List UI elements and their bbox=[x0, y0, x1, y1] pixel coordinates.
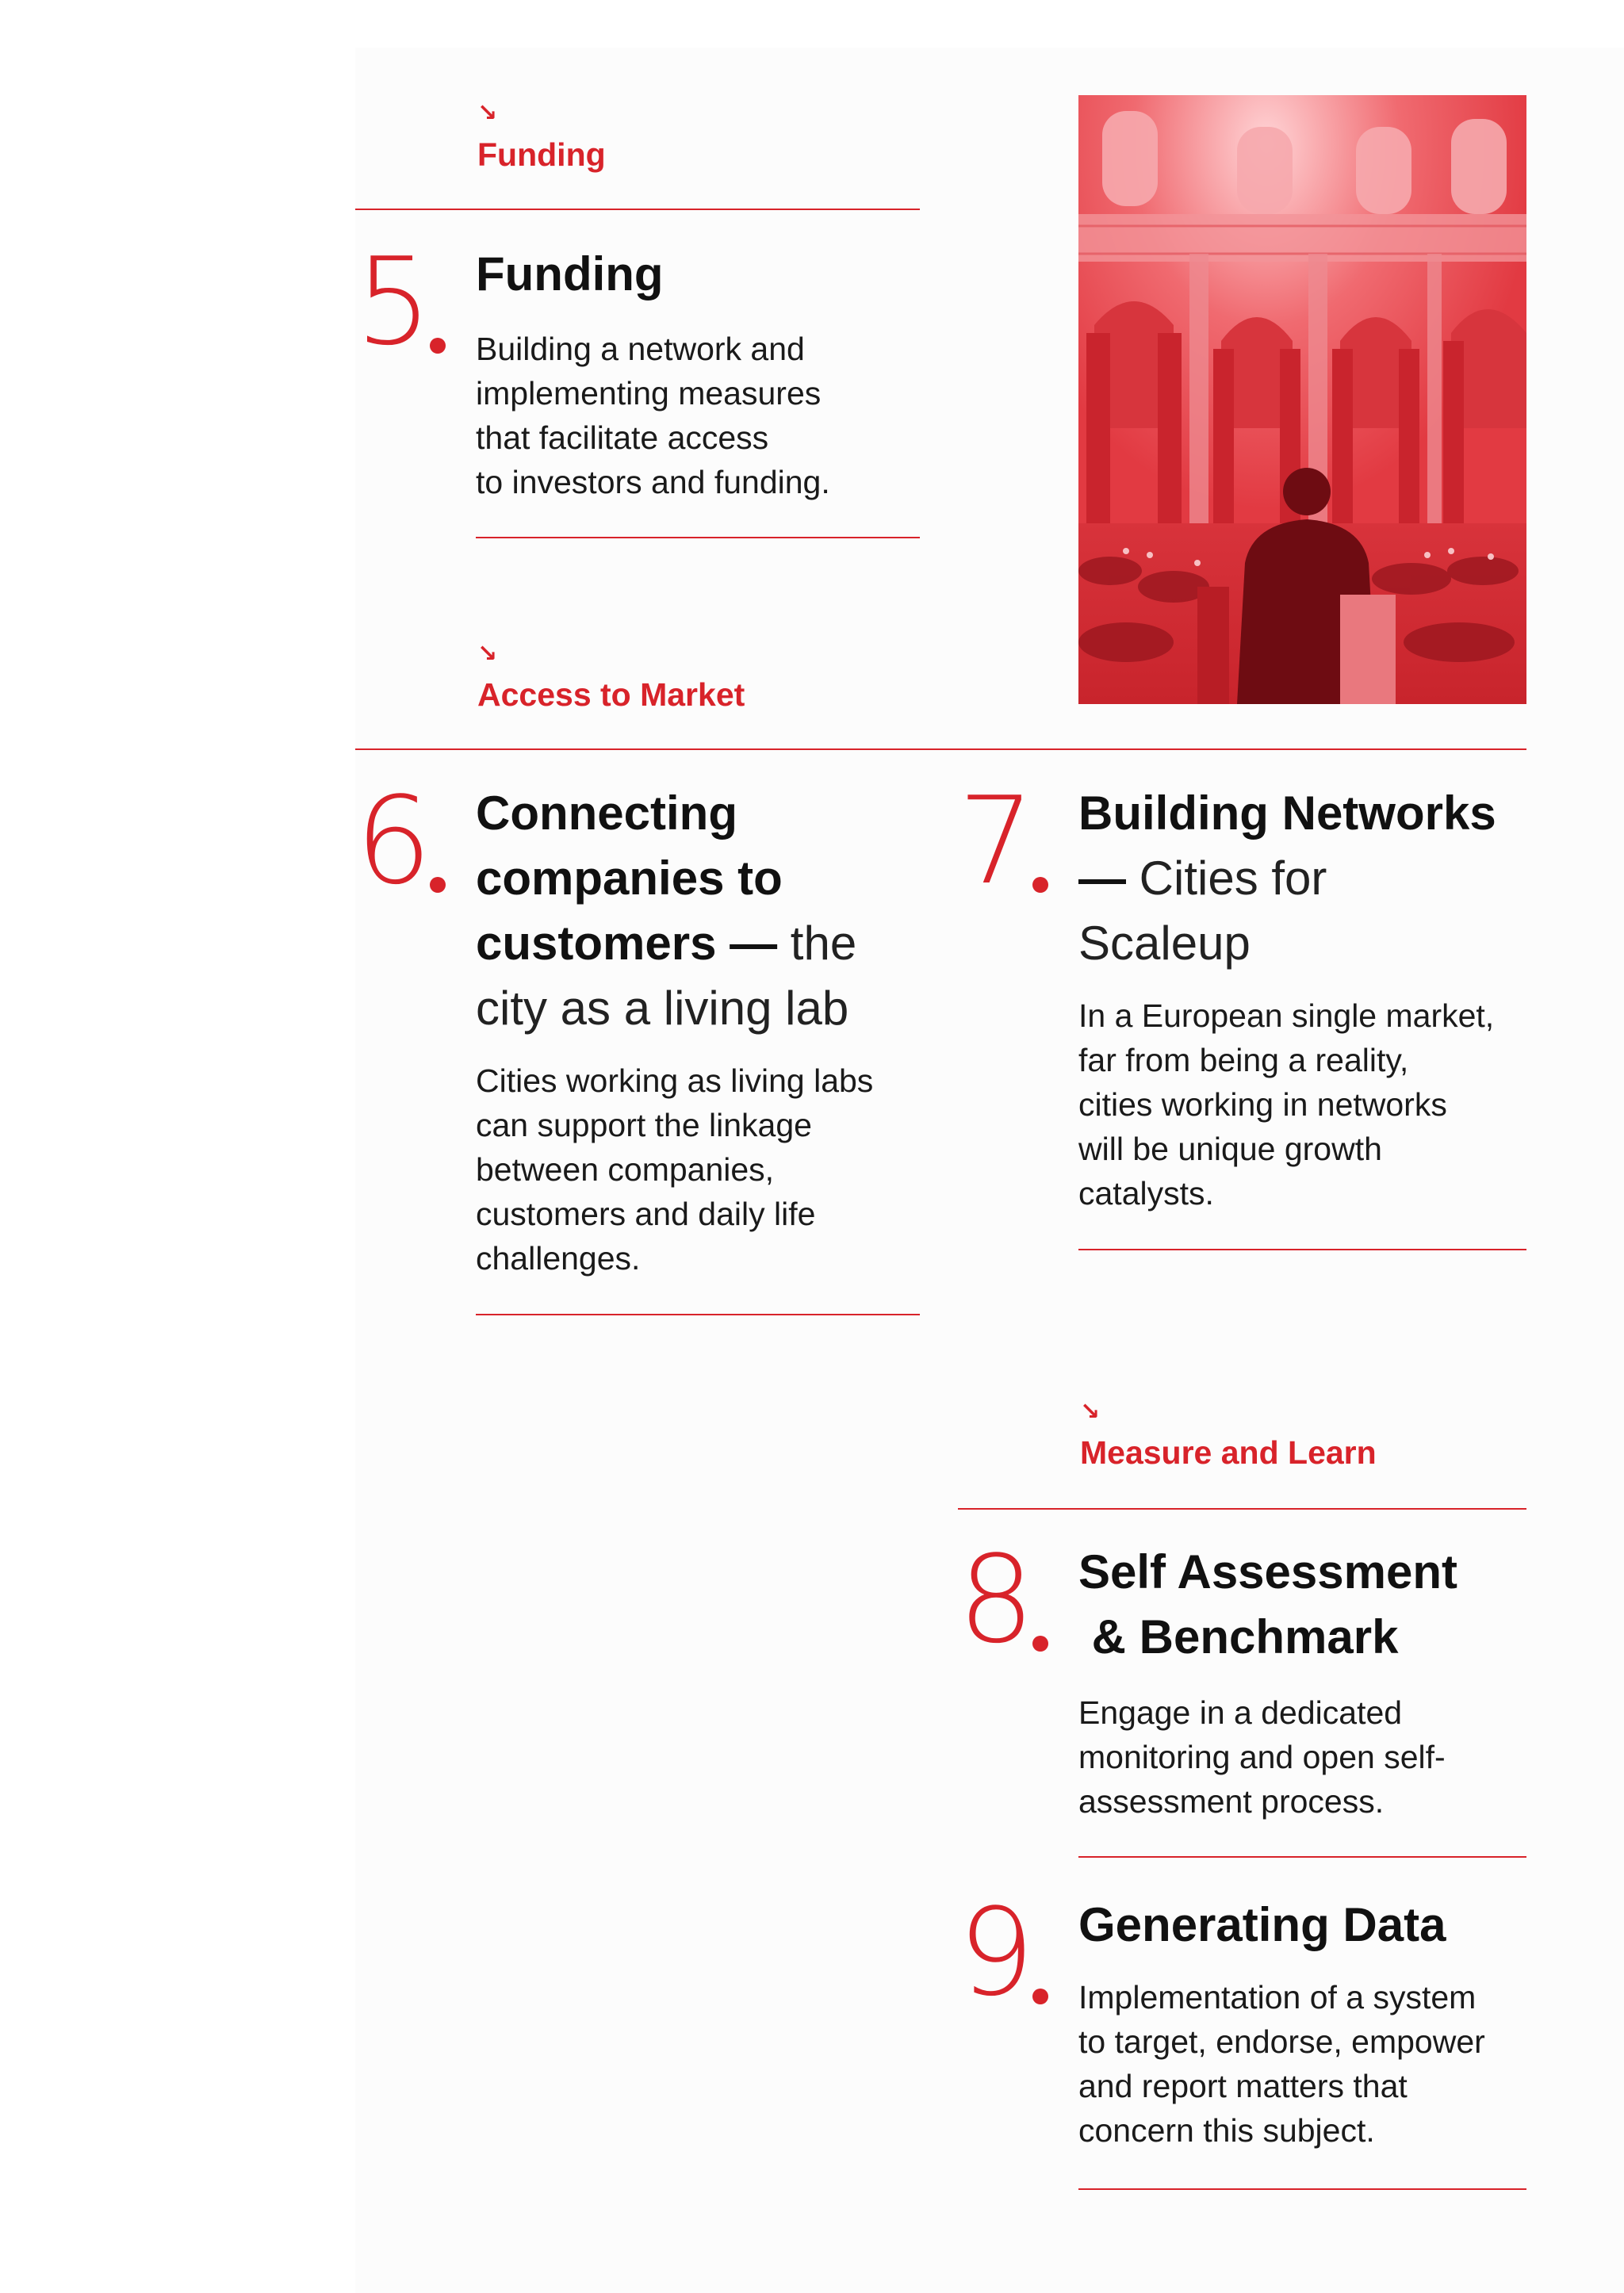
divider bbox=[476, 537, 920, 538]
title-bold: Connecting bbox=[476, 787, 737, 840]
arrow-down-right-icon: ↘ bbox=[1080, 1399, 1101, 1425]
item-number: 8 bbox=[958, 1529, 1032, 1670]
title-light: Scaleup bbox=[1078, 917, 1251, 970]
item-title bbox=[476, 781, 856, 1041]
section-label-funding: Funding bbox=[477, 136, 606, 173]
item-body bbox=[1078, 993, 1494, 1215]
title-bold: — bbox=[1078, 852, 1126, 905]
item-title bbox=[476, 242, 664, 307]
divider bbox=[1078, 1856, 1526, 1858]
body-line: challenges. bbox=[476, 1240, 641, 1277]
body-line: Engage in a dedicated bbox=[1078, 1694, 1403, 1731]
item-number: 9 bbox=[958, 1882, 1032, 2023]
body-line: to investors and funding. bbox=[476, 464, 830, 500]
title-light: the bbox=[777, 917, 857, 970]
section-label-measure-and-learn: Measure and Learn bbox=[1080, 1434, 1377, 1471]
title-light: city as a living lab bbox=[476, 982, 849, 1035]
item-body bbox=[1078, 1690, 1446, 1824]
arrow-down-right-icon: ↘ bbox=[477, 100, 498, 126]
item-number: 6 bbox=[355, 771, 429, 911]
body-line: Implementation of a system bbox=[1078, 1979, 1477, 2015]
number-dot bbox=[1032, 1989, 1048, 2004]
title-bold: Self Assessment bbox=[1078, 1545, 1458, 1598]
title-light: Cities for bbox=[1126, 852, 1327, 905]
divider bbox=[355, 209, 920, 210]
arrow-down-right-icon: ↘ bbox=[477, 641, 498, 667]
event-photo bbox=[1078, 95, 1526, 704]
body-line: concern this subject. bbox=[1078, 2112, 1375, 2149]
body-line: customers and daily life bbox=[476, 1196, 816, 1232]
title-bold: & Benchmark bbox=[1078, 1610, 1399, 1663]
item-title bbox=[1078, 1540, 1457, 1670]
item-number: 7 bbox=[958, 771, 1032, 911]
divider bbox=[1078, 1249, 1526, 1250]
body-line: to target, endorse, empower bbox=[1078, 2023, 1485, 2060]
body-line: monitoring and open self- bbox=[1078, 1739, 1446, 1775]
divider bbox=[958, 1508, 1526, 1510]
divider bbox=[476, 1314, 920, 1315]
section-label-access-to-market: Access to Market bbox=[477, 676, 745, 713]
item-title bbox=[1078, 781, 1496, 976]
number-dot bbox=[430, 338, 446, 354]
item-body bbox=[1078, 1975, 1485, 2153]
body-line: Cities working as living labs bbox=[476, 1062, 874, 1099]
body-line: between companies, bbox=[476, 1151, 775, 1188]
item-number: 5 bbox=[355, 232, 429, 372]
item-body bbox=[476, 1058, 873, 1280]
body-line: can support the linkage bbox=[476, 1107, 812, 1143]
number-dot bbox=[1032, 1636, 1048, 1652]
title-bold: Building Networks bbox=[1078, 787, 1496, 840]
body-line: Building a network and bbox=[476, 331, 805, 367]
number-dot bbox=[430, 877, 446, 893]
body-line: In a European single market, bbox=[1078, 997, 1495, 1034]
title-bold: customers — bbox=[476, 917, 778, 970]
body-line: implementing measures bbox=[476, 375, 822, 412]
body-line: and report matters that bbox=[1078, 2068, 1408, 2104]
item-title-bold: Funding bbox=[476, 247, 664, 301]
body-line: far from being a reality, bbox=[1078, 1042, 1409, 1078]
body-line: assessment process. bbox=[1078, 1783, 1385, 1820]
title-bold: Generating Data bbox=[1078, 1898, 1446, 1951]
divider bbox=[1078, 2188, 1526, 2190]
body-line: that facilitate access bbox=[476, 419, 769, 456]
body-line: cities working in networks bbox=[1078, 1086, 1447, 1123]
body-line: catalysts. bbox=[1078, 1175, 1214, 1212]
item-body bbox=[476, 327, 830, 504]
title-bold: companies to bbox=[476, 852, 783, 905]
body-line: will be unique growth bbox=[1078, 1131, 1382, 1167]
divider bbox=[355, 748, 1526, 750]
item-title bbox=[1078, 1893, 1446, 1958]
number-dot bbox=[1032, 877, 1048, 893]
